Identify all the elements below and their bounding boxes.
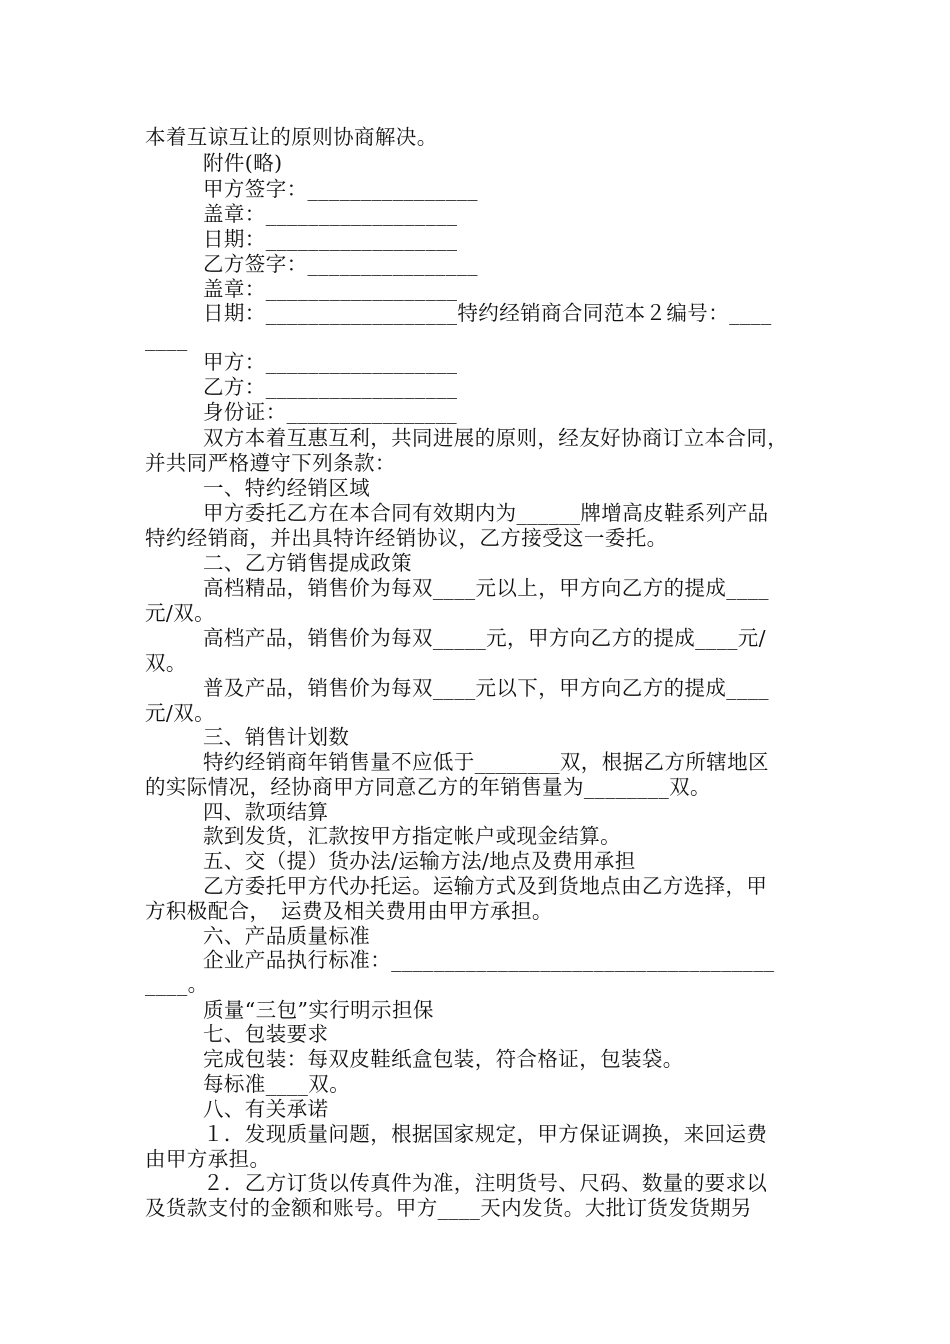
section-heading: 七、包装要求 bbox=[203, 1022, 329, 1046]
text-line: 由甲方承担。 bbox=[145, 1147, 271, 1171]
text-line: 质量“三包”实行明示担保 bbox=[203, 998, 434, 1022]
text-line: 盖章：__________________ bbox=[203, 277, 458, 301]
text-line: 元/双。 bbox=[145, 601, 216, 625]
text-line: 元/双。 bbox=[145, 701, 216, 725]
section-heading: 四、款项结算 bbox=[203, 800, 329, 824]
text-line: 身份证：________________ bbox=[203, 400, 457, 424]
text-line: 乙方委托甲方代办托运。运输方式及到货地点由乙方选择，甲 bbox=[203, 874, 768, 898]
text-line: 并共同严格遵守下列条款： bbox=[145, 451, 396, 475]
text-line: 普及产品，销售价为每双____元以下，甲方向乙方的提成____ bbox=[203, 676, 769, 700]
section-heading: 八、有关承诺 bbox=[203, 1097, 329, 1121]
text-line: 及货款支付的金额和账号。甲方____天内发货。大批订货发货期另 bbox=[145, 1196, 752, 1220]
text-line: 乙方签字：________________ bbox=[203, 252, 478, 276]
text-line: 企业产品执行标准：____________________________________ bbox=[203, 948, 775, 972]
text-line: 的实际情况，经协商甲方同意乙方的年销售量为________双。 bbox=[145, 775, 711, 799]
text-line: 高档产品，销售价为每双_____元，甲方向乙方的提成____元/ bbox=[203, 626, 766, 650]
text-line: 日期：__________________ bbox=[203, 227, 458, 251]
text-line: 附件(略) bbox=[203, 151, 283, 175]
text-line: １．发现质量问题，根据国家规定，甲方保证调换，来回运费 bbox=[203, 1122, 768, 1146]
text-line: 乙方：__________________ bbox=[203, 375, 458, 399]
text-line: 甲方：__________________ bbox=[203, 350, 458, 374]
section-heading: 三、销售计划数 bbox=[203, 725, 350, 749]
section-heading: 一、特约经销区域 bbox=[203, 476, 371, 500]
text-line: 甲方委托乙方在本合同有效期内为______牌增高皮鞋系列产品 bbox=[203, 501, 769, 525]
text-line: 每标准____双。 bbox=[203, 1072, 351, 1096]
section-heading: 六、产品质量标准 bbox=[203, 924, 371, 948]
text-line: 高档精品，销售价为每双____元以上，甲方向乙方的提成____ bbox=[203, 576, 769, 600]
text-line: 特约经销商，并出具特许经销协议，乙方接受这一委托。 bbox=[145, 526, 668, 550]
text-line: 双。 bbox=[145, 651, 187, 675]
text-line: ____ bbox=[145, 327, 188, 351]
section-heading: 五、交（提）货办法/运输方法/地点及费用承担 bbox=[203, 849, 636, 873]
text-line: 盖章：__________________ bbox=[203, 202, 458, 226]
text-line: ２．乙方订货以传真件为准，注明货号、尺码、数量的要求以 bbox=[203, 1171, 768, 1195]
text-line: 本着互谅互让的原则协商解决。 bbox=[145, 125, 438, 149]
text-line: ____。 bbox=[145, 972, 209, 996]
text-line: 款到发货，汇款按甲方指定帐户或现金结算。 bbox=[203, 824, 621, 848]
text-line: 特约经销商年销售量不应低于________双，根据乙方所辖地区 bbox=[203, 750, 769, 774]
text-line: 方积极配合， 运费及相关费用由甲方承担。 bbox=[145, 899, 553, 923]
text-line: 日期：__________________特约经销商合同范本２编号：____ bbox=[203, 301, 772, 325]
text-line: 双方本着互惠互利，共同进展的原则，经友好协商订立本合同， bbox=[203, 426, 789, 450]
section-heading: 二、乙方销售提成政策 bbox=[203, 551, 412, 575]
text-line: 甲方签字：________________ bbox=[203, 177, 478, 201]
text-line: 完成包装：每双皮鞋纸盒包装，符合格证，包装袋。 bbox=[203, 1047, 684, 1071]
